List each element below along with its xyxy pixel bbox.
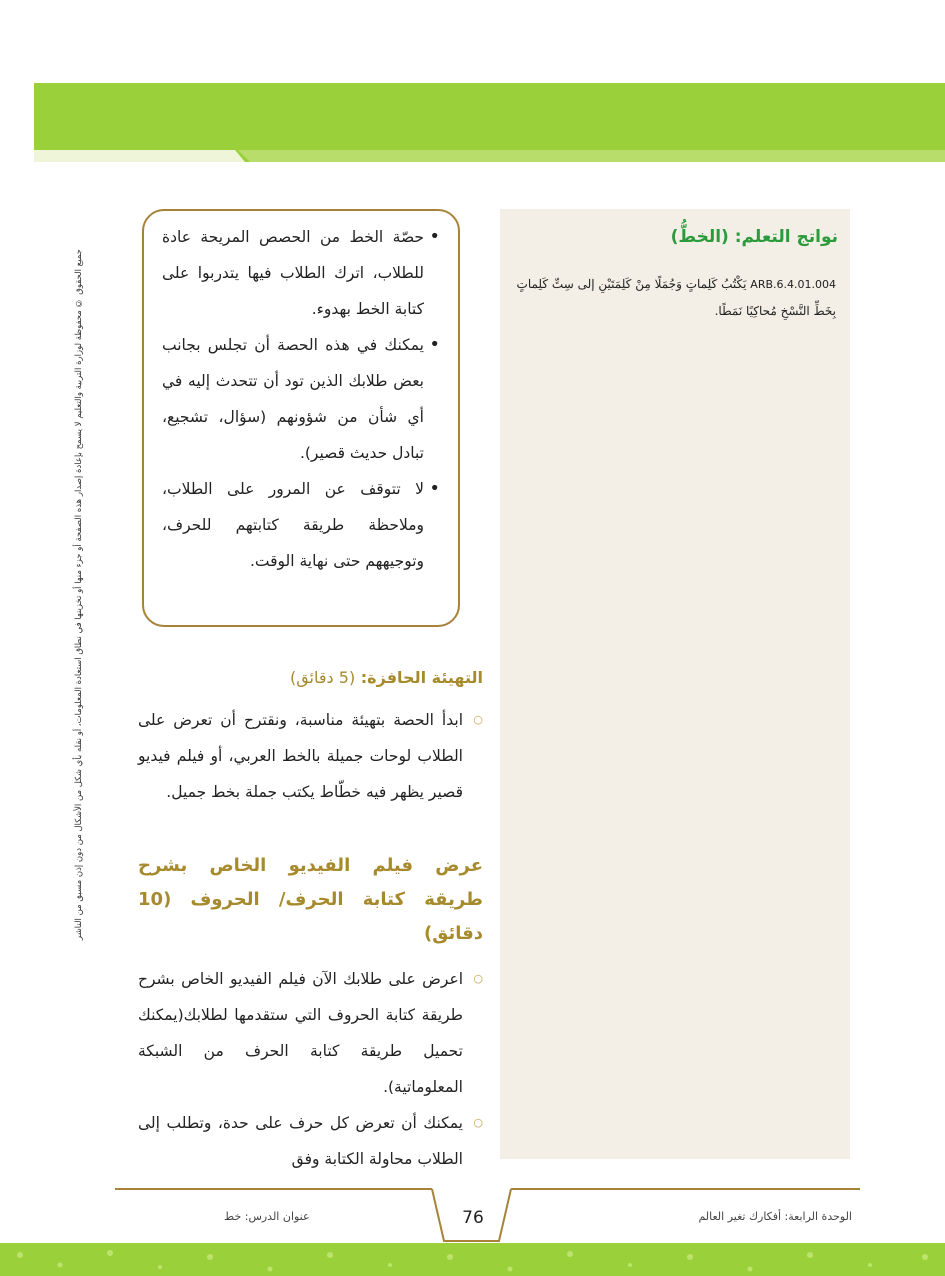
warmup-heading [138,664,483,692]
warmup-list [138,702,483,810]
video-heading: عرض فيلم الفيديو الخاص بشرح طريقة كتابة الحرف/ الحروف (10 دقائق) [138,855,483,944]
warmup-item: ○ ابدأ الحصة بتهيئة مناسبة، ونقترح أن تعرض على الطلاب لوحات جميلة بالخط العربي، أو فيلم فيديو قصير يظهر فيه خطّاط يكتب جملة بخط جميل. [138,702,483,810]
outcomes-title: نواتج التعلم: (الخطُّ) [670,227,838,247]
tips-list [144,211,458,579]
video-item: ○ اعرض على طلابك الآن فيلم الفيديو الخاص بشرح طريقة كتابة الحروف التي ستقدمها لطلابك(يمكنك تحميل طريقة كتابة الحرف من الشبكة المعلوماتية). [138,961,483,1105]
lesson-title: عنوان الدرس: خط [224,1210,310,1223]
video-item: ○ يمكنك أن تعرض كل حرف على حدة، وتطلب إلى الطلاب محاولة الكتابة وفق [138,1105,483,1177]
tip-item: • يمكنك في هذه الحصة أن تجلس بجانب بعض طلابك الذين تود أن تتحدث إليه في أي شأن من شؤونهم (سؤال، تشجيع، تبادل حديث قصير). [162,327,440,471]
warmup-time: (5 دقائق) [289,668,356,687]
outcome-item [511,271,836,324]
learning-outcomes-panel [500,209,850,1159]
warmup-heading-text: التهيئة الحافزة: [360,668,483,687]
outcome-code: ARB.6.4.01.004 [750,278,836,291]
tip-item: • حصّة الخط من الحصص المريحة عادة للطلاب، اترك الطلاب فيها يتدربوا على كتابة الخط بهدوء. [162,219,440,327]
video-list [138,961,483,1177]
teacher-tips-box [142,209,460,627]
top-banner [0,0,945,170]
footer-bar [0,1185,945,1276]
tip-item: • لا تتوقف عن المرور على الطلاب، وملاحظة طريقة كتابتهم للحرف، وتوجيههم حتى نهاية الوقت. [162,471,440,579]
warmup-section [138,664,483,810]
unit-title: الوحدة الرابعة: أفكارك تغير العالم [698,1210,852,1223]
outcome-text: يَكْتُبُ كَلِماتٍ وَجُمَلًا مِنْ كَلِمَتَيْنِ إلى سِتِّ كَلِماتٍ بِخَطِّ النَّسْخِ مُحاكِيًا نَمَطًا. [516,277,836,318]
page-number: 76 [462,1208,484,1228]
video-section [138,849,483,1177]
copyright-note: جميع الحقوق © محفوظة لوزارة التربية والتعليم لا يسمح بإعادة إصدار هذه الصفحة أو جزء منها أو تخزينها في نطاق استعادة المعلومات، أو نقله بأي شكل من الأشكال من دون إذن مسبق من الناشر [74,249,84,940]
